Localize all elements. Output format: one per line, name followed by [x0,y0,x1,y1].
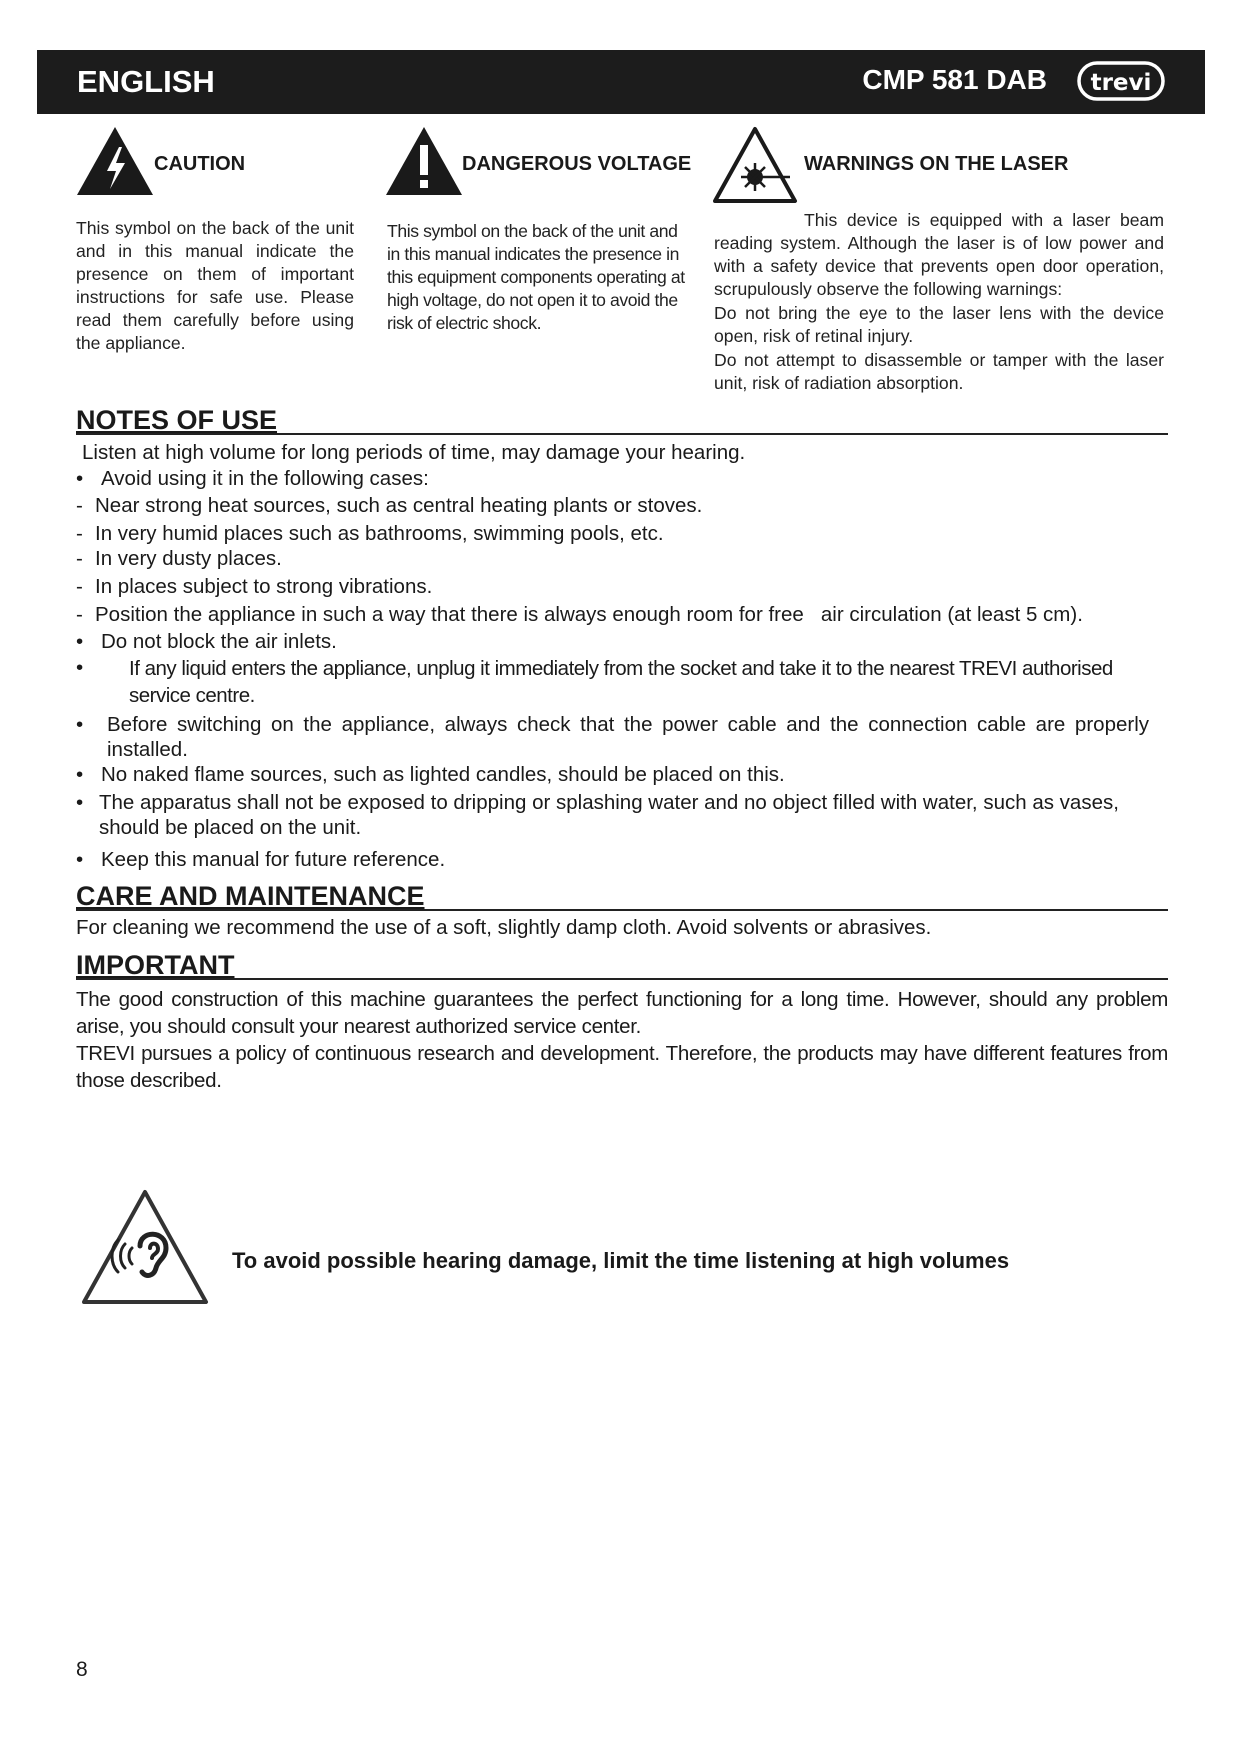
list-marker: - [76,494,83,517]
list-marker: • [76,630,84,653]
list-marker: • [76,848,84,871]
list-marker: • [76,791,84,814]
page-header [37,50,1205,114]
list-item: In very humid places such as bathrooms, swimming pools, etc. [95,522,664,545]
important-heading: IMPORTANT [76,948,1168,980]
list-item: Keep this manual for future reference. [101,848,446,871]
notes-heading: NOTES OF USE [76,403,1168,435]
lightning-triangle-icon [75,125,155,197]
page-number: 8 [76,1658,88,1681]
care-text: For cleaning we recommend the use of a soft, slightly damp cloth. Avoid solvents or abrasives. [76,916,932,939]
list-item: The apparatus shall not be exposed to dripping or splashing water and no object filled with water, such as vases, should be placed on the unit. [99,791,1119,839]
list-marker: - [76,575,83,598]
list-item: Position the appliance in such a way that there is always enough room for free air circulation (at least 5 cm). [95,603,1083,626]
list-item: Before switching on the appliance, always check that the power cable and the connection cable are properly installed. [107,713,1149,761]
language-label: ENGLISH [77,64,215,99]
list-item: Avoid using it in the following cases: [101,467,429,490]
caution-title: CAUTION [154,153,246,175]
list-marker: • [76,467,84,490]
important-text-1: The good construction of this machine guarantees the perfect functioning for a long time. However, should any problem arise, you should consult your nearest authorized service center. [76,988,1168,1038]
care-heading: CARE AND MAINTENANCE [76,879,1168,911]
exclamation-triangle-icon [384,125,464,197]
dangerous-voltage-text: This symbol on the back of the unit and in this manual indicates the presence in this equipment components operating at high voltage, do not open it to avoid the risk of electric shock. [387,221,685,333]
trevi-logo [1077,60,1165,102]
hearing-damage-triangle-icon [80,1188,210,1306]
model-label: CMP 581 DAB [862,64,1047,95]
list-item: In places subject to strong vibrations. [95,575,433,598]
important-text-2: TREVI pursues a policy of continuous research and development. Therefore, the products may have different features from those described. [76,1042,1168,1092]
list-marker: • [76,656,84,679]
hearing-warning-text: To avoid possible hearing damage, limit the time listening at high volumes [232,1248,1010,1273]
list-item: If any liquid enters the appliance, unplug it immediately from the socket and take it to the nearest TREVI authorised service centre. [129,657,1113,707]
notes-intro: Listen at high volume for long periods of time, may damage your hearing. [82,441,746,464]
list-item: Do not block the air inlets. [101,630,337,653]
laser-title: WARNINGS ON THE LASER [804,153,1069,175]
list-marker: • [76,763,84,786]
list-item: Near strong heat sources, such as central heating plants or stoves. [95,494,703,517]
list-marker: • [76,713,84,736]
dangerous-voltage-title: DANGEROUS VOLTAGE [462,153,692,175]
laser-text-2: Do not bring the eye to the laser lens with the device open, risk of retinal injury. [714,303,1164,346]
laser-text-1: This device is equipped with a laser beam reading system. Although the laser is of low power and with a safety device that prevents open door operation, scrupulously observe the following warnings: [714,210,1164,299]
list-marker: - [76,603,83,626]
list-marker: - [76,547,83,570]
list-item: In very dusty places. [95,547,282,570]
list-item: No naked flame sources, such as lighted candles, should be placed on this. [101,763,785,786]
caution-text: This symbol on the back of the unit and in this manual indicate the presence on them of important instructions for safe use. Please read them carefully before using the appliance. [76,218,354,353]
laser-triangle-icon [712,125,798,205]
svg-text:trevi: trevi [1090,70,1152,96]
laser-text-3: Do not attempt to disassemble or tamper with the laser unit, risk of radiation absorption. [714,350,1164,393]
list-marker: - [76,522,83,545]
